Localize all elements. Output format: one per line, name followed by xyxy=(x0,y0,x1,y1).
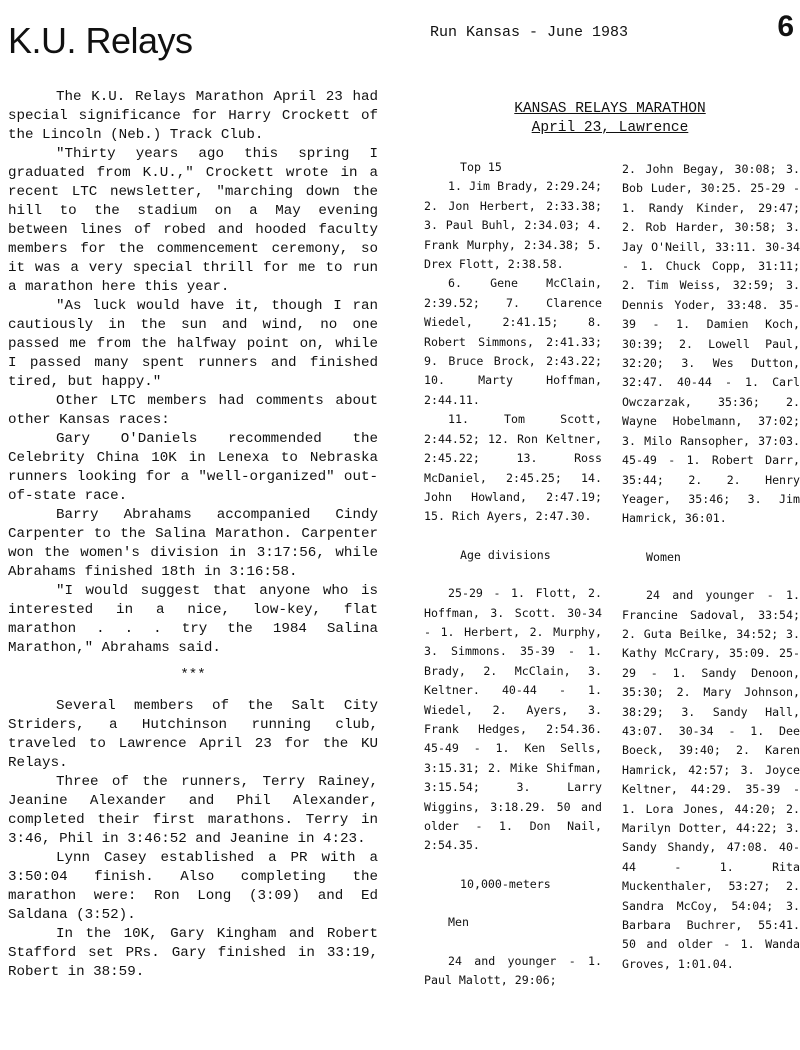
results-column-right xyxy=(622,160,800,974)
results-paragraph: 25-29 - 1. Flott, 2. Hoffman, 3. Scott. 30-34 - 1. Herbert, 2. Murphy, 3. Simmons. 35-39 - 1. Brady, 2. McClain, 3. Keltner. 40-44 - 1. Wiedel, 2. Ayers, 3. Frank Hedges, 2:54.36. 45-49 - 1. Ken Sells, 3:15.31; 2. Mike Shifman, 3:15.54; 3. Larry Wiggins, 3:18.29. 50 and older - 1. Don Nail, 2:54.35. xyxy=(424,586,602,853)
age-divisions-heading: Age divisions xyxy=(460,547,551,562)
article-paragraph: The K.U. Relays Marathon April 23 had special significance for Harry Crockett of the Lincoln (Neb.) Track Club. xyxy=(8,89,378,143)
results-paragraph: 11. Tom Scott, 2:44.52; 12. Ron Keltner, 2:45.22; 13. Ross McDaniel, 2:45.25; 14. John Howland, 2:47.19; 15. Rich Ayers, 2:47.30. xyxy=(424,412,602,524)
women-heading: Women xyxy=(646,549,681,564)
article-paragraph: "I would suggest that anyone who is interested in a nice, low-key, flat marathon . . . try the 1984 Salina Marathon," Abrahams said. xyxy=(8,583,378,656)
results-paragraph: 2. John Begay, 30:08; 3. Bob Luder, 30:25. 25-29 - 1. Randy Kinder, 29:47; 2. Rob Harder, 30:58; 3. Jay O'Neill, 33:11. 30-34 - 1. Chuck Copp, 31:11; 2. Tim Weiss, 32:59; 3. Dennis Yoder, 33:48. 35-39 - 1. Damien Koch, 30:39; 2. Lowell Paul, 32:20; 3. Wes Dutton, 32:47. 40-44 - 1. Carl Owczarzak, 35:36; 2. Wayne Hobelmann, 37:02; 3. Milo Ransopher, 37:03. 45-49 - 1. Robert Darr, 35:44; 2. 2. Henry Yeager, 35:46; 3. Jim Hamrick, 36:01. xyxy=(622,162,800,526)
article-paragraph: Other LTC members had comments about other Kansas races: xyxy=(8,393,378,428)
results-title-line2: April 23, Lawrence xyxy=(531,120,689,136)
results-column-left xyxy=(424,158,602,990)
article-column xyxy=(8,88,378,982)
article-paragraph: Lynn Casey established a PR with a 3:50:04 finish. Also completing the marathon were: Ron Long (3:09) and Ed Saldana (3:52). xyxy=(8,850,378,923)
section-title: K.U. Relays xyxy=(8,20,193,61)
article-paragraph: "Thirty years ago this spring I graduated from K.U.," Crockett wrote in a recent LTC newsletter, "marching down the hill to the stadium on a May evening between lines of robed and hooded faculty members for the commencement ceremony, so it was a very special thrill for me to run a marathon here this year. xyxy=(8,146,378,295)
article-paragraph: Several members of the Salt City Striders, a Hutchinson running club, traveled to Lawrence April 23 for the KU Relays. xyxy=(8,698,378,771)
page-number: 6 xyxy=(777,10,794,43)
results-paragraph: 24 and younger - 1. Paul Malott, 29:06; xyxy=(424,953,602,988)
section-separator: *** xyxy=(180,667,206,683)
results-title xyxy=(420,100,800,138)
article-paragraph: Three of the runners, Terry Rainey, Jeanine Alexander and Phil Alexander, completed their first marathons. Terry in 3:46, Phil in 3:46:52 and Jeanine in 4:23. xyxy=(8,774,378,847)
results-title-line1: KANSAS RELAYS MARATHON xyxy=(514,101,706,117)
results-paragraph: 24 and younger - 1. Francine Sadoval, 33:54; 2. Guta Beilke, 34:52; 3. Kathy McCrary, 35:09. 25-29 - 1. Sandy Denoon, 35:30; 2. Mary Johnson, 38:29; 3. Sandy Hall, 43:07. 30-34 - 1. Dee Boeck, 39:40; 2. Karen Hamrick, 42:57; 3. Joyce Keltner, 44:29. 35-39 - 1. Lora Jones, 44:20; 2. Marilyn Dotter, 44:22; 3. Sandy Shandy, 47:08. 40-44 - 1. Rita Muckenthaler, 53:27; 2. Sandra McCoy, 54:04; 3. Barbara Buchrer, 55:41. 50 and older - 1. Wanda Groves, 1:01.04. xyxy=(622,588,800,971)
article-paragraph: Barry Abrahams accompanied Cindy Carpenter to the Salina Marathon. Carpenter won the women's division in 3:17:56, while Abrahams finished 18th in 3:16:58. xyxy=(8,507,378,580)
article-paragraph: "As luck would have it, though I ran cautiously in the sun and wind, no one passed me from the halfway point on, while I passed many spent runners and finished tired, but happy." xyxy=(8,298,378,390)
running-head: Run Kansas - June 1983 xyxy=(430,24,629,41)
men-heading: Men xyxy=(448,915,469,930)
results-paragraph: 1. Jim Brady, 2:29.24; 2. Jon Herbert, 2:33.38; 3. Paul Buhl, 2:34.03; 4. Frank Murphy, 2:34.38; 5. Drex Flott, 2:38.58. xyxy=(424,179,602,272)
results-paragraph: 6. Gene McClain, 2:39.52; 7. Clarence Wiedel, 2:41.15; 8. Robert Simmons, 2:41.33; 9. Bruce Brock, 2:43.22; 10. Marty Hoffman, 2:44.11. xyxy=(424,276,602,407)
article-paragraph: Gary O'Daniels recommended the Celebrity China 10K in Lenexa to Nebraska runners looking for a "well-organized" out-of-state race. xyxy=(8,431,378,504)
tenk-heading: 10,000-meters xyxy=(460,876,551,891)
article-paragraph: In the 10K, Gary Kingham and Robert Stafford set PRs. Gary finished in 33:19, Robert in 38:59. xyxy=(8,926,378,980)
top15-heading: Top 15 xyxy=(460,160,502,174)
